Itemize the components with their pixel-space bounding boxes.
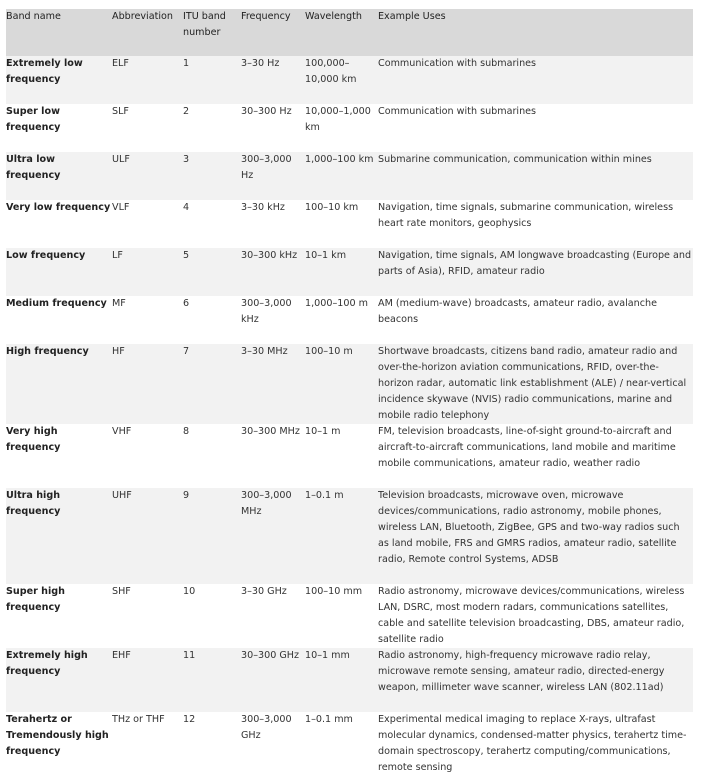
wavelength-cell: 1,000–100 m [305, 298, 368, 309]
frequency-cell: 300–3,000 MHz [241, 490, 292, 517]
header-abbreviation: Abbreviation [112, 11, 173, 22]
table-row [6, 104, 693, 152]
table-row [6, 200, 693, 248]
band-name-cell: Very high frequency [6, 426, 61, 453]
wavelength-cell: 100,000–10,000 km [305, 58, 357, 85]
table-row [6, 344, 693, 424]
uses-cell: AM (medium-wave) broadcasts, amateur radio, avalanche beacons [378, 298, 658, 325]
abbreviation-cell: ELF [112, 58, 129, 69]
wavelength-cell: 1–0.1 m [305, 490, 344, 501]
frequency-cell: 30–300 MHz [241, 426, 300, 437]
table-body [6, 56, 693, 776]
band-name-cell: Very low frequency [6, 202, 111, 213]
uses-cell: Submarine communication, communication within mines [378, 154, 652, 165]
abbreviation-cell: VHF [112, 426, 132, 437]
itu-cell: 1 [183, 58, 190, 69]
itu-cell: 5 [183, 250, 190, 261]
band-name-cell: Super low frequency [6, 106, 61, 133]
wavelength-cell: 100–10 km [305, 202, 359, 213]
uses-cell: Navigation, time signals, submarine communication, wireless heart rate monitors, geophysics [378, 202, 674, 229]
itu-cell: 3 [183, 154, 190, 165]
table-row [6, 296, 693, 344]
band-name-cell: Terahertz or Tremendously high frequency [6, 714, 109, 757]
band-name-cell: High frequency [6, 346, 89, 357]
abbreviation-cell: UHF [112, 490, 132, 501]
wavelength-cell: 100–10 m [305, 346, 353, 357]
frequency-cell: 30–300 Hz [241, 106, 292, 117]
header-itu-band-number: ITU band number [183, 11, 226, 38]
wavelength-cell: 1–0.1 mm [305, 714, 353, 725]
abbreviation-cell: VLF [112, 202, 130, 213]
frequency-cell: 30–300 GHz [241, 650, 300, 661]
radio-bands-table [6, 9, 693, 776]
uses-cell: Radio astronomy, high-frequency microwave radio relay, microwave remote sensing, amateur radio, directed-energy weapon, millimeter wave scanner, wireless LAN (802.11ad) [378, 650, 665, 693]
uses-cell: Shortwave broadcasts, citizens band radio, amateur radio and over-the-horizon aviation communications, RFID, over-the-horizon radar, automatic link establishment (ALE) / near-vertical incidence skywave (NVIS) radio communications, marine and mobile radio telephony [378, 346, 687, 421]
table-row [6, 248, 693, 296]
header-wavelength: Wavelength [305, 11, 362, 22]
header-frequency: Frequency [241, 11, 291, 22]
wavelength-cell: 10–1 mm [305, 650, 350, 661]
table-row [6, 424, 693, 488]
abbreviation-cell: SLF [112, 106, 129, 117]
uses-cell: Communication with submarines [378, 106, 537, 117]
abbreviation-cell: ULF [112, 154, 130, 165]
uses-cell: Radio astronomy, microwave devices/communications, wireless LAN, DSRC, most modern radars, communications satellites, cable and satellite television broadcasting, DBS, amateur radio, satellite radio [378, 586, 685, 645]
table-row [6, 56, 693, 104]
band-name-cell: Low frequency [6, 250, 86, 261]
frequency-cell: 3–30 MHz [241, 346, 288, 357]
abbreviation-cell: SHF [112, 586, 131, 597]
abbreviation-cell: THz or THF [112, 714, 165, 725]
itu-cell: 9 [183, 490, 190, 501]
table-row [6, 152, 693, 200]
header-example-uses: Example Uses [378, 11, 446, 22]
wavelength-cell: 10–1 km [305, 250, 347, 261]
table-row [6, 648, 693, 712]
table-row [6, 488, 693, 584]
band-name-cell: Super high frequency [6, 586, 66, 613]
frequency-cell: 3–30 kHz [241, 202, 285, 213]
header-band-name: Band name [6, 11, 61, 22]
band-name-cell: Ultra high frequency [6, 490, 61, 517]
wavelength-cell: 10–1 m [305, 426, 341, 437]
frequency-cell: 30–300 kHz [241, 250, 298, 261]
abbreviation-cell: LF [112, 250, 123, 261]
wavelength-cell: 100–10 mm [305, 586, 363, 597]
band-name-cell: Extremely high frequency [6, 650, 88, 677]
itu-cell: 7 [183, 346, 190, 357]
table-row [6, 712, 693, 776]
band-name-cell: Medium frequency [6, 298, 107, 309]
uses-cell: Navigation, time signals, AM longwave broadcasting (Europe and parts of Asia), RFID, amateur radio [378, 250, 692, 277]
itu-cell: 12 [183, 714, 196, 725]
abbreviation-cell: HF [112, 346, 125, 357]
itu-cell: 8 [183, 426, 190, 437]
wavelength-cell: 1,000–100 km [305, 154, 374, 165]
frequency-cell: 3–30 GHz [241, 586, 287, 597]
table-header [6, 9, 693, 56]
abbreviation-cell: EHF [112, 650, 131, 661]
uses-cell: FM, television broadcasts, line-of-sight ground-to-aircraft and aircraft-to-aircraft communications, land mobile and maritime mobile communications, amateur radio, weather radio [378, 426, 676, 469]
frequency-cell: 300–3,000 Hz [241, 154, 292, 181]
header-row [6, 9, 693, 56]
abbreviation-cell: MF [112, 298, 126, 309]
uses-cell: Television broadcasts, microwave oven, microwave devices/communications, radio astronomy, mobile phones, wireless LAN, Bluetooth, ZigBee, GPS and two-way radios such as land mobile, FRS and GMRS radios, amateur radio, satellite radio, Remote control Systems, ADSB [378, 490, 680, 565]
itu-cell: 11 [183, 650, 196, 661]
itu-cell: 10 [183, 586, 196, 597]
table-row [6, 584, 693, 648]
frequency-cell: 3–30 Hz [241, 58, 280, 69]
itu-cell: 2 [183, 106, 190, 117]
uses-cell: Experimental medical imaging to replace X-rays, ultrafast molecular dynamics, condensed-matter physics, terahertz time-domain spectroscopy, terahertz computing/communications, remote sensing [378, 714, 687, 773]
band-name-cell: Ultra low frequency [6, 154, 61, 181]
frequency-cell: 300–3,000 GHz [241, 714, 292, 741]
itu-cell: 4 [183, 202, 190, 213]
frequency-cell: 300–3,000 kHz [241, 298, 292, 325]
wavelength-cell: 10,000–1,000 km [305, 106, 371, 133]
band-name-cell: Extremely low frequency [6, 58, 83, 85]
itu-cell: 6 [183, 298, 190, 309]
uses-cell: Communication with submarines [378, 58, 537, 69]
